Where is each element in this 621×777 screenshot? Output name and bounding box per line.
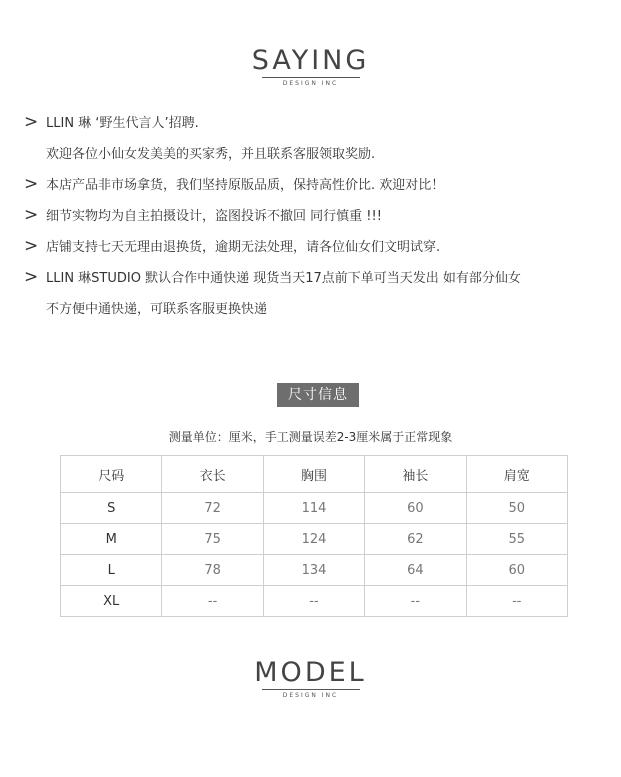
column-header: 肩宽	[466, 456, 567, 493]
table-cell: 60	[365, 493, 466, 524]
size-info-badge: 尺寸信息	[277, 383, 359, 407]
column-header: 胸围	[263, 456, 364, 493]
note-text: LLIN 琳STUDIO 默认合作中通快递 现货当天17点前下单可当天发出 如有部分仙女	[46, 271, 521, 286]
note-text: LLIN 琳 ‘野生代言人’招聘.	[46, 116, 199, 131]
note-item	[24, 232, 604, 263]
table-cell: 50	[466, 493, 567, 524]
table-cell: --	[365, 586, 466, 617]
size-cell: XL	[61, 586, 162, 617]
column-header: 袖长	[365, 456, 466, 493]
note-item	[24, 201, 604, 232]
table-row	[61, 555, 568, 586]
chevron-right-icon: >	[24, 112, 39, 132]
table-cell: 124	[263, 524, 364, 555]
table-cell: 114	[263, 493, 364, 524]
size-table	[60, 455, 568, 617]
saying-divider	[262, 77, 360, 78]
table-cell: 62	[365, 524, 466, 555]
chevron-right-icon: >	[24, 205, 39, 225]
size-cell: L	[61, 555, 162, 586]
note-text-continued: 欢迎各位小仙女发美美的买家秀，并且联系客服领取奖励.	[46, 147, 376, 162]
table-cell: --	[466, 586, 567, 617]
saying-heading	[0, 46, 621, 88]
table-cell: 60	[466, 555, 567, 586]
shop-notes	[24, 108, 604, 325]
table-cell: 78	[162, 555, 263, 586]
model-divider	[262, 689, 360, 690]
chevron-right-icon: >	[24, 174, 39, 194]
note-item	[24, 263, 604, 325]
model-heading	[0, 658, 621, 700]
table-row	[61, 586, 568, 617]
model-subtitle: DESIGN INC	[282, 692, 339, 699]
size-cell: M	[61, 524, 162, 555]
size-cell: S	[61, 493, 162, 524]
measurement-caption: 测量单位：厘米，手工测量误差2-3厘米属于正常现象	[168, 430, 453, 444]
table-header-row	[61, 456, 568, 493]
table-cell: 75	[162, 524, 263, 555]
chevron-right-icon: >	[24, 236, 39, 256]
note-text: 细节实物均为自主拍摄设计，盗图投诉不撤回 同行慎重 !!!	[46, 209, 382, 224]
table-cell: 55	[466, 524, 567, 555]
column-header: 尺码	[61, 456, 162, 493]
note-text-continued: 不方便中通快递，可联系客服更换快递	[46, 302, 268, 317]
table-cell: 72	[162, 493, 263, 524]
note-item	[24, 170, 604, 201]
table-row	[61, 493, 568, 524]
note-text: 本店产品非市场拿货，我们坚持原版品质，保持高性价比. 欢迎对比！	[46, 178, 445, 193]
note-text: 店铺支持七天无理由退换货，逾期无法处理，请各位仙女们文明试穿.	[46, 240, 441, 255]
saying-title: SAYING	[251, 45, 370, 76]
model-title: MODEL	[254, 657, 367, 688]
table-cell: --	[263, 586, 364, 617]
table-cell: --	[162, 586, 263, 617]
chevron-right-icon: >	[24, 267, 39, 287]
saying-subtitle: DESIGN INC	[282, 80, 339, 87]
column-header: 衣长	[162, 456, 263, 493]
note-item	[24, 108, 604, 170]
table-cell: 134	[263, 555, 364, 586]
table-cell: 64	[365, 555, 466, 586]
table-row	[61, 524, 568, 555]
